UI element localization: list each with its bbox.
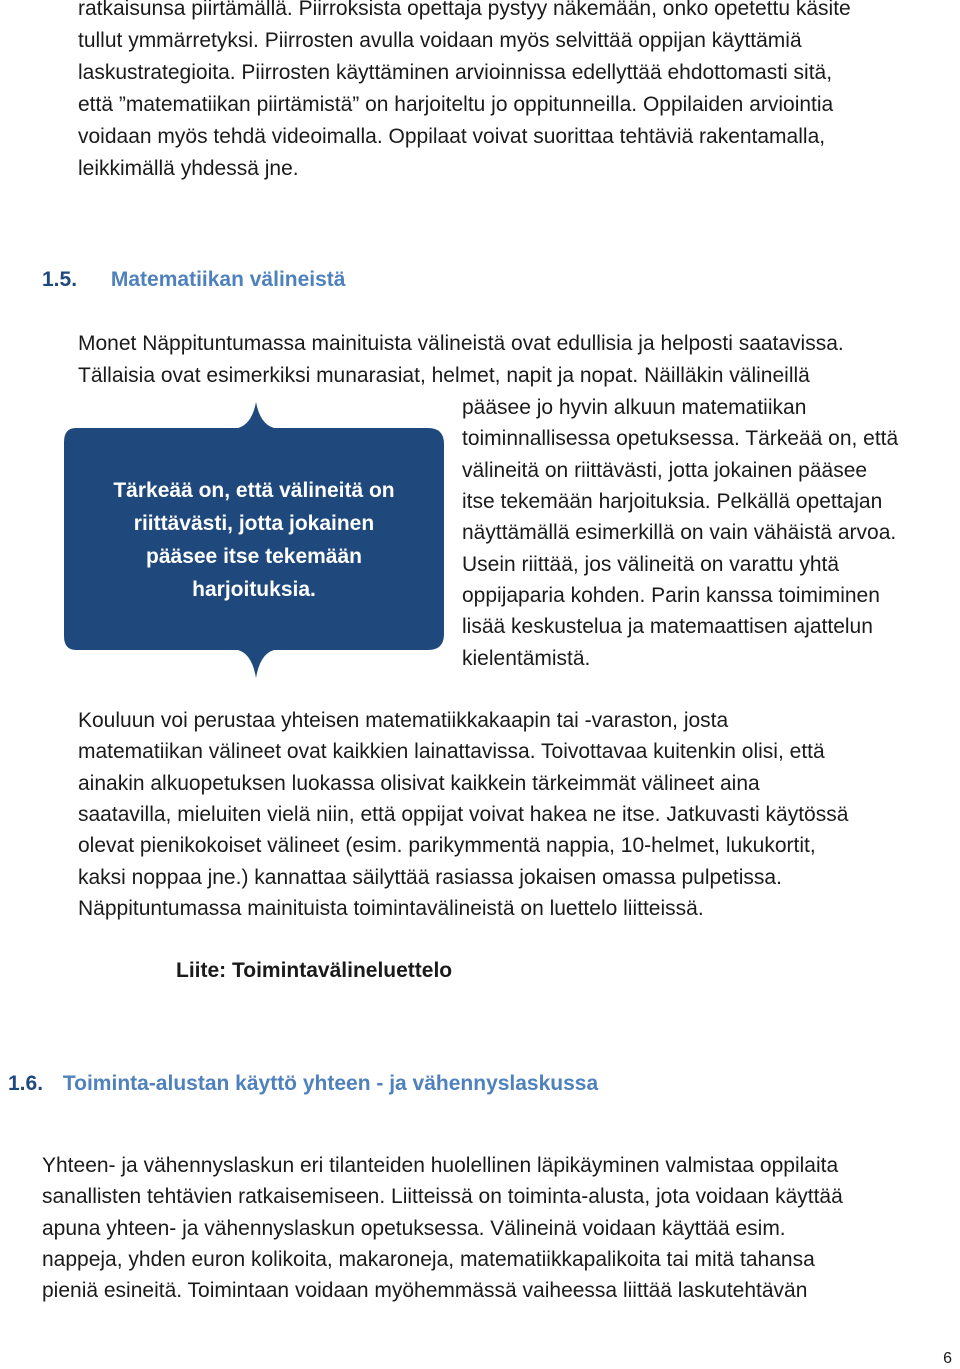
side-line: oppijaparia kohden. Parin kanssa toimiminen bbox=[462, 584, 880, 607]
body-line: Yhteen- ja vähennyslaskun eri tilanteiden huolellinen läpikäyminen valmistaa oppilaita bbox=[42, 1154, 839, 1177]
body-line: Monet Näppituntumassa mainituista välineistä ovat edullisia ja helposti saatavissa. bbox=[78, 332, 844, 355]
side-line: välineitä on riittävästi, jotta jokainen pääsee bbox=[462, 459, 868, 482]
intro-line: ratkaisunsa piirtämällä. Piirroksista opettaja pystyy näkemään, onko opetettu käsite bbox=[78, 0, 851, 20]
body-line: sanallisten tehtävien ratkaisemiseen. Liitteissä on toiminta-alusta, jota voidaan käyttää bbox=[42, 1185, 843, 1208]
body-line: ainakin alkuopetuksen luokassa olisivat kaikkein tärkeimmät välineet aina bbox=[78, 772, 760, 795]
body-line: kaksi noppaa jne.) kannattaa säilyttää rasiassa jokaisen omassa pulpetissa. bbox=[78, 866, 782, 889]
body-line: saatavilla, mieluiten vielä niin, että oppijat voivat hakea ne itse. Jatkuvasti käytössä bbox=[78, 803, 849, 826]
body-line: pieniä esineitä. Toimintaan voidaan myöhemmässä vaiheessa liittää laskutehtävän bbox=[42, 1279, 808, 1302]
side-line: toiminnallisessa opetuksessa. Tärkeää on, että bbox=[462, 427, 899, 450]
body-line: olevat pienikokoiset välineet (esim. parikymmentä nappia, 10-helmet, lukukortit, bbox=[78, 834, 816, 857]
body-line: Tällaisia ovat esimerkiksi munarasiat, helmet, napit ja nopat. Näilläkin välineillä bbox=[78, 364, 810, 387]
section-number: 1.5. bbox=[42, 268, 78, 291]
body-line: Näppituntumassa mainituista toimintavälineistä on luettelo liitteissä. bbox=[78, 897, 704, 920]
side-line: kielentämistä. bbox=[462, 647, 591, 670]
callout-line: Tärkeää on, että välineitä on bbox=[113, 479, 395, 502]
side-line: itse tekemään harjoituksia. Pelkällä opettajan bbox=[462, 490, 883, 513]
intro-line: voidaan myös tehdä videoimalla. Oppilaat voivat suorittaa tehtäviä rakentamalla, bbox=[78, 125, 826, 148]
body-line: apuna yhteen- ja vähennyslaskun opetuksessa. Välineinä voidaan käyttää esim. bbox=[42, 1217, 786, 1240]
body-line: matematiikan välineet ovat kaikkien lainattavissa. Toivottavaa kuitenkin olisi, että bbox=[78, 740, 825, 763]
intro-line: laskustrategioita. Piirrosten käyttäminen arvioinnissa edellyttää ehdottomasti sitä, bbox=[78, 61, 833, 84]
side-line: Usein riittää, jos välineitä on varattu yhtä bbox=[462, 553, 840, 576]
section-title: Toiminta-alustan käyttö yhteen - ja vähennyslaskussa bbox=[62, 1072, 599, 1095]
side-line: pääsee jo hyvin alkuun matematiikan bbox=[462, 396, 807, 419]
callout-quote bbox=[66, 474, 442, 606]
section-heading-1-5 bbox=[42, 264, 345, 295]
callout-line: riittävästi, jotta jokainen bbox=[133, 512, 375, 535]
intro-line: että ”matematiikan piirtämistä” on harjoiteltu jo oppitunneilla. Oppilaiden arviointia bbox=[78, 93, 834, 116]
section-number: 1.6. bbox=[8, 1072, 44, 1095]
body-line: nappeja, yhden euron kolikoita, makaroneja, matematiikkapalikoita tai mitä tahansa bbox=[42, 1248, 815, 1271]
callout-line: harjoituksia. bbox=[192, 578, 316, 601]
appendix-reference: Liite: Toimintavälineluettelo bbox=[176, 959, 453, 982]
body-line: Kouluun voi perustaa yhteisen matematiikkakaapin tai -varaston, josta bbox=[78, 709, 729, 732]
intro-line: leikkimällä yhdessä jne. bbox=[78, 157, 299, 180]
intro-line: tullut ymmärretyksi. Piirrosten avulla voidaan myös selvittää oppijan käyttämiä bbox=[78, 29, 802, 52]
section-title: Matematiikan välineistä bbox=[110, 268, 346, 291]
page-number: 6 bbox=[943, 1350, 952, 1367]
section-heading-1-6 bbox=[8, 1068, 598, 1099]
callout-line: pääsee itse tekemään bbox=[146, 545, 362, 568]
side-line: lisää keskustelua ja matemaattisen ajattelun bbox=[462, 615, 873, 638]
side-line: näyttämällä esimerkillä on vain vähäistä arvoa. bbox=[462, 521, 897, 544]
